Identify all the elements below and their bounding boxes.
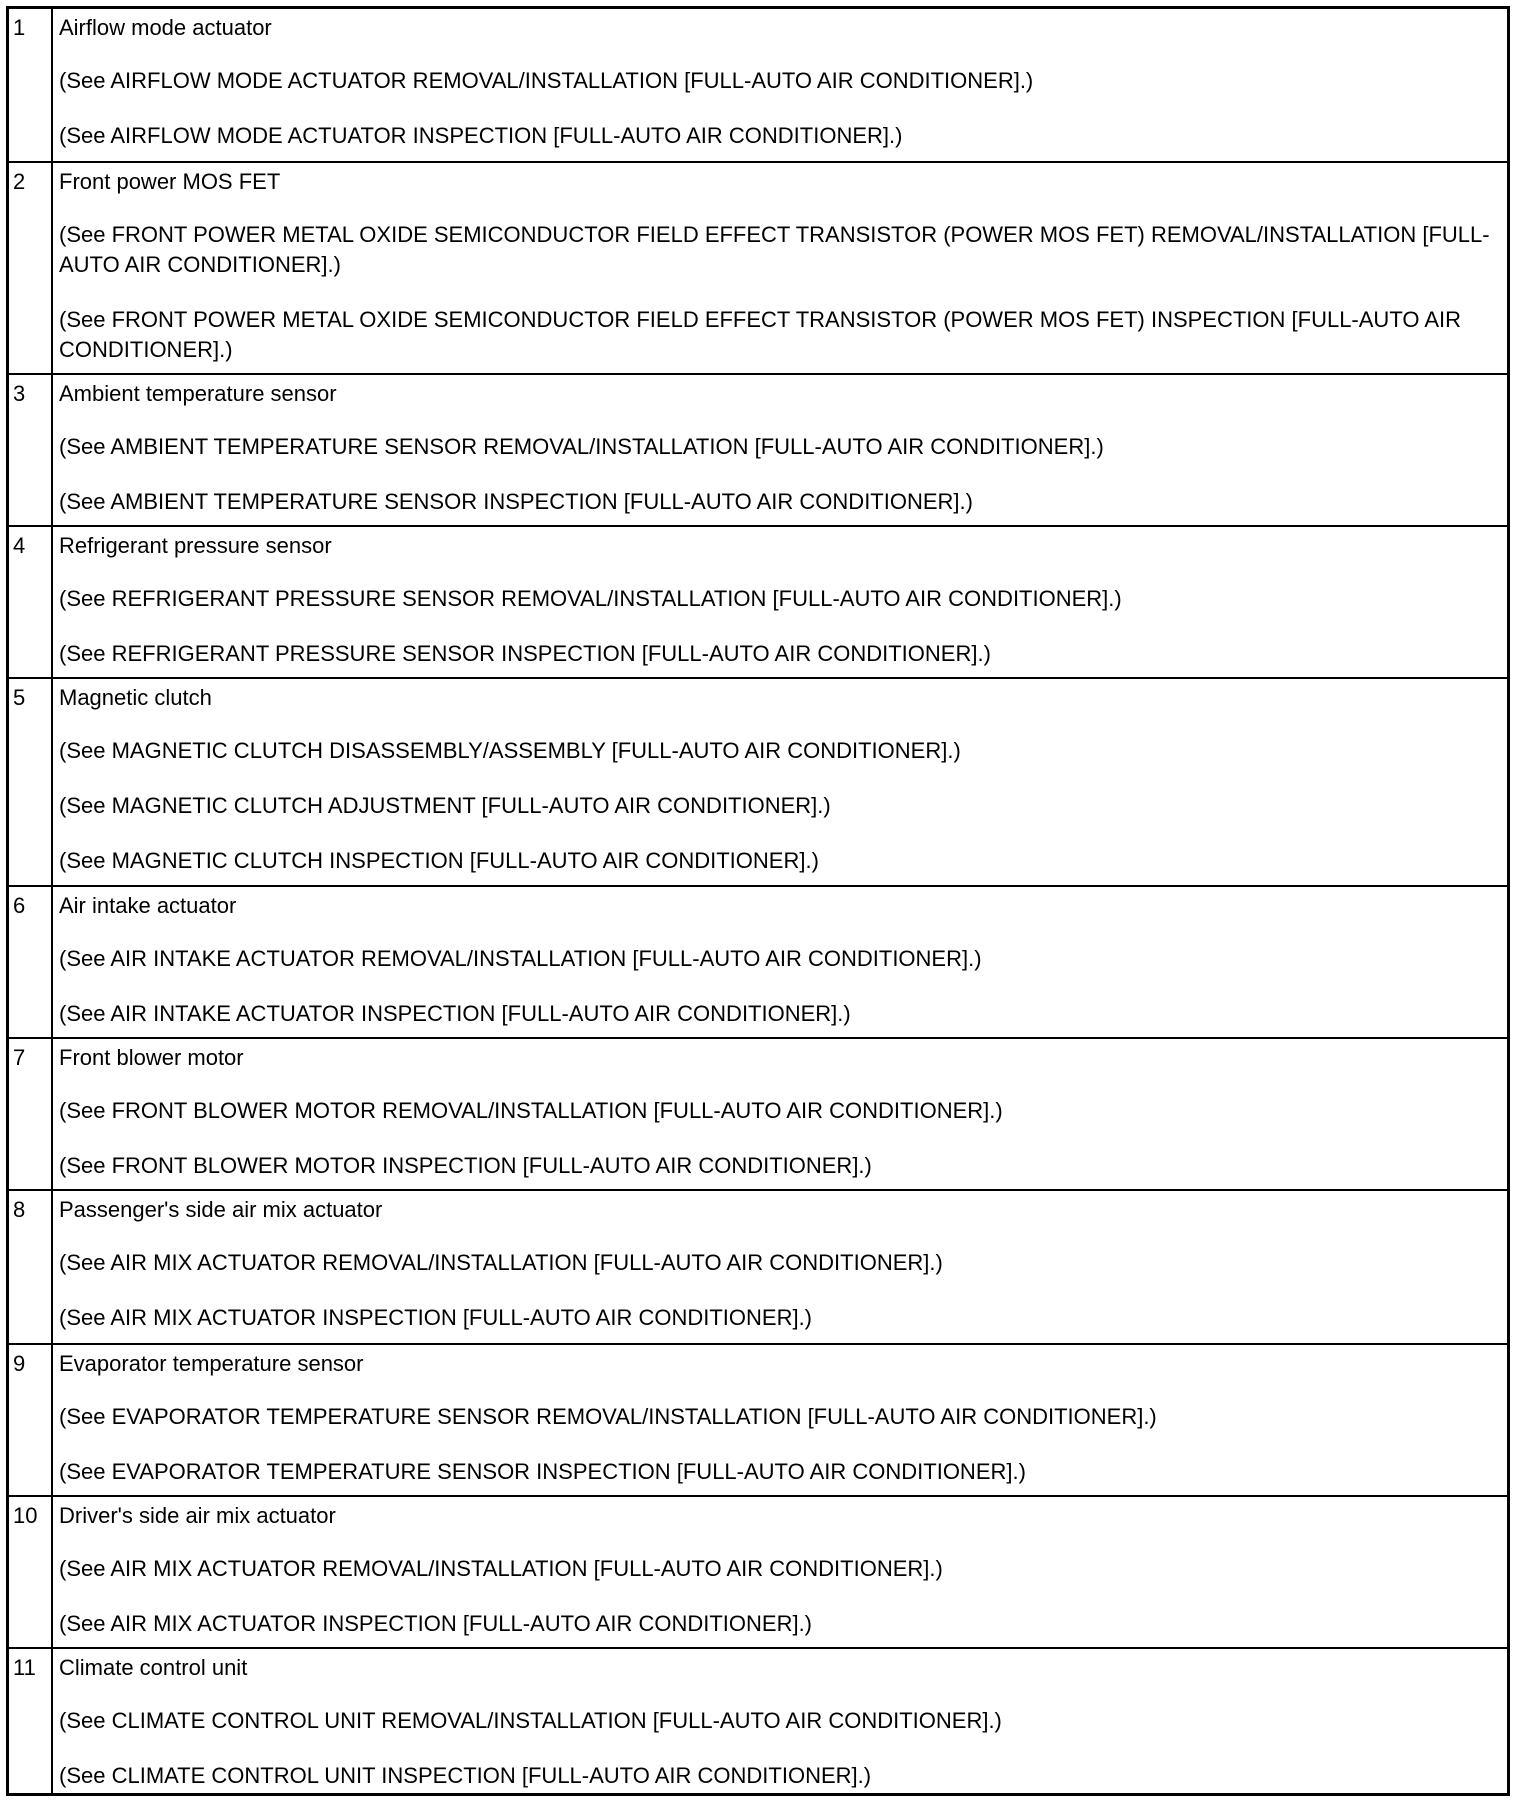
- reference-link[interactable]: (See MAGNETIC CLUTCH ADJUSTMENT [FULL-AUTO AIR CONDITIONER].): [59, 792, 831, 818]
- reference-link[interactable]: (See MAGNETIC CLUTCH INSPECTION [FULL-AUTO AIR CONDITIONER].): [59, 847, 819, 873]
- part-name: Air intake actuator: [59, 892, 237, 918]
- part-name: Passenger's side air mix actuator: [59, 1196, 383, 1222]
- row-content: [52, 1648, 1509, 1795]
- row-number: 2: [8, 162, 53, 374]
- reference-link[interactable]: (See AIRFLOW MODE ACTUATOR INSPECTION [FULL-AUTO AIR CONDITIONER].): [59, 123, 903, 148]
- table-row: [8, 8, 1509, 162]
- row-number: 10: [8, 1496, 53, 1648]
- reference-link[interactable]: (See AIR MIX ACTUATOR INSPECTION [FULL-AUTO AIR CONDITIONER].): [59, 1304, 813, 1330]
- table-row: [8, 374, 1509, 526]
- reference-link[interactable]: (See AMBIENT TEMPERATURE SENSOR INSPECTION [FULL-AUTO AIR CONDITIONER].): [59, 488, 973, 514]
- row-number: 4: [8, 526, 53, 678]
- row-content: [52, 1190, 1509, 1344]
- reference-link[interactable]: (See FRONT BLOWER MOTOR INSPECTION [FULL-AUTO AIR CONDITIONER].): [59, 1152, 872, 1178]
- part-name: Ambient temperature sensor: [59, 380, 337, 406]
- part-name: Evaporator temperature sensor: [59, 1350, 364, 1376]
- table-row: [8, 1038, 1509, 1190]
- component-reference-table: [6, 6, 1510, 1796]
- reference-link[interactable]: (See FRONT BLOWER MOTOR REMOVAL/INSTALLATION [FULL-AUTO AIR CONDITIONER].): [59, 1097, 1003, 1123]
- part-name: Front blower motor: [59, 1044, 244, 1070]
- reference-link[interactable]: (See CLIMATE CONTROL UNIT REMOVAL/INSTALLATION [FULL-AUTO AIR CONDITIONER].): [59, 1707, 1002, 1733]
- table-row: [8, 886, 1509, 1038]
- table-row: [8, 162, 1509, 374]
- reference-link[interactable]: (See EVAPORATOR TEMPERATURE SENSOR INSPECTION [FULL-AUTO AIR CONDITIONER].): [59, 1458, 1026, 1484]
- table-row: [8, 1648, 1509, 1795]
- reference-link[interactable]: (See FRONT POWER METAL OXIDE SEMICONDUCTOR FIELD EFFECT TRANSISTOR (POWER MOS FET) INSPECTION [FULL-AUTO AIR CONDITIONER].): [59, 306, 1462, 362]
- row-number: 8: [8, 1190, 53, 1344]
- table-row: [8, 1344, 1509, 1496]
- part-name: Front power MOS FET: [59, 168, 281, 194]
- table-row: [8, 678, 1509, 886]
- reference-link[interactable]: (See AIR INTAKE ACTUATOR REMOVAL/INSTALLATION [FULL-AUTO AIR CONDITIONER].): [59, 945, 982, 971]
- reference-link[interactable]: (See AIR MIX ACTUATOR REMOVAL/INSTALLATION [FULL-AUTO AIR CONDITIONER].): [59, 1555, 943, 1581]
- table-body: [8, 8, 1509, 1795]
- reference-link[interactable]: (See AIRFLOW MODE ACTUATOR REMOVAL/INSTALLATION [FULL-AUTO AIR CONDITIONER].): [59, 68, 1034, 93]
- table-row: [8, 1190, 1509, 1344]
- row-content: [52, 1344, 1509, 1496]
- row-content: [52, 1038, 1509, 1190]
- reference-link[interactable]: (See AMBIENT TEMPERATURE SENSOR REMOVAL/INSTALLATION [FULL-AUTO AIR CONDITIONER].): [59, 433, 1104, 459]
- reference-link[interactable]: (See EVAPORATOR TEMPERATURE SENSOR REMOVAL/INSTALLATION [FULL-AUTO AIR CONDITIONER].): [59, 1403, 1157, 1429]
- reference-link[interactable]: (See AIR MIX ACTUATOR REMOVAL/INSTALLATION [FULL-AUTO AIR CONDITIONER].): [59, 1249, 943, 1275]
- table-row: [8, 526, 1509, 678]
- reference-link[interactable]: (See REFRIGERANT PRESSURE SENSOR REMOVAL/INSTALLATION [FULL-AUTO AIR CONDITIONER].): [59, 585, 1122, 611]
- part-name: Climate control unit: [59, 1654, 248, 1680]
- row-number: 6: [8, 886, 53, 1038]
- row-number: 11: [8, 1648, 53, 1795]
- row-content: [52, 8, 1509, 162]
- reference-link[interactable]: (See MAGNETIC CLUTCH DISASSEMBLY/ASSEMBLY [FULL-AUTO AIR CONDITIONER].): [59, 737, 961, 763]
- reference-link[interactable]: (See AIR INTAKE ACTUATOR INSPECTION [FULL-AUTO AIR CONDITIONER].): [59, 1000, 851, 1026]
- part-name: Driver's side air mix actuator: [59, 1502, 336, 1528]
- row-content: [52, 1496, 1509, 1648]
- row-number: 9: [8, 1344, 53, 1496]
- part-name: Magnetic clutch: [59, 684, 212, 710]
- reference-link[interactable]: (See REFRIGERANT PRESSURE SENSOR INSPECTION [FULL-AUTO AIR CONDITIONER].): [59, 640, 991, 666]
- reference-link[interactable]: (See CLIMATE CONTROL UNIT INSPECTION [FULL-AUTO AIR CONDITIONER].): [59, 1762, 872, 1788]
- part-name: Airflow mode actuator: [59, 15, 272, 40]
- table-row: [8, 1496, 1509, 1648]
- row-number: 5: [8, 678, 53, 886]
- row-content: [52, 886, 1509, 1038]
- reference-link[interactable]: (See FRONT POWER METAL OXIDE SEMICONDUCTOR FIELD EFFECT TRANSISTOR (POWER MOS FET) REMOVAL/INSTALLATION [FULL-AUTO AIR CONDITIONER].): [59, 221, 1490, 277]
- row-content: [52, 374, 1509, 526]
- reference-link[interactable]: (See AIR MIX ACTUATOR INSPECTION [FULL-AUTO AIR CONDITIONER].): [59, 1610, 813, 1636]
- row-number: 3: [8, 374, 53, 526]
- row-content: [52, 162, 1509, 374]
- row-content: [52, 678, 1509, 886]
- part-name: Refrigerant pressure sensor: [59, 532, 332, 558]
- row-content: [52, 526, 1509, 678]
- row-number: 7: [8, 1038, 53, 1190]
- row-number: 1: [8, 8, 53, 162]
